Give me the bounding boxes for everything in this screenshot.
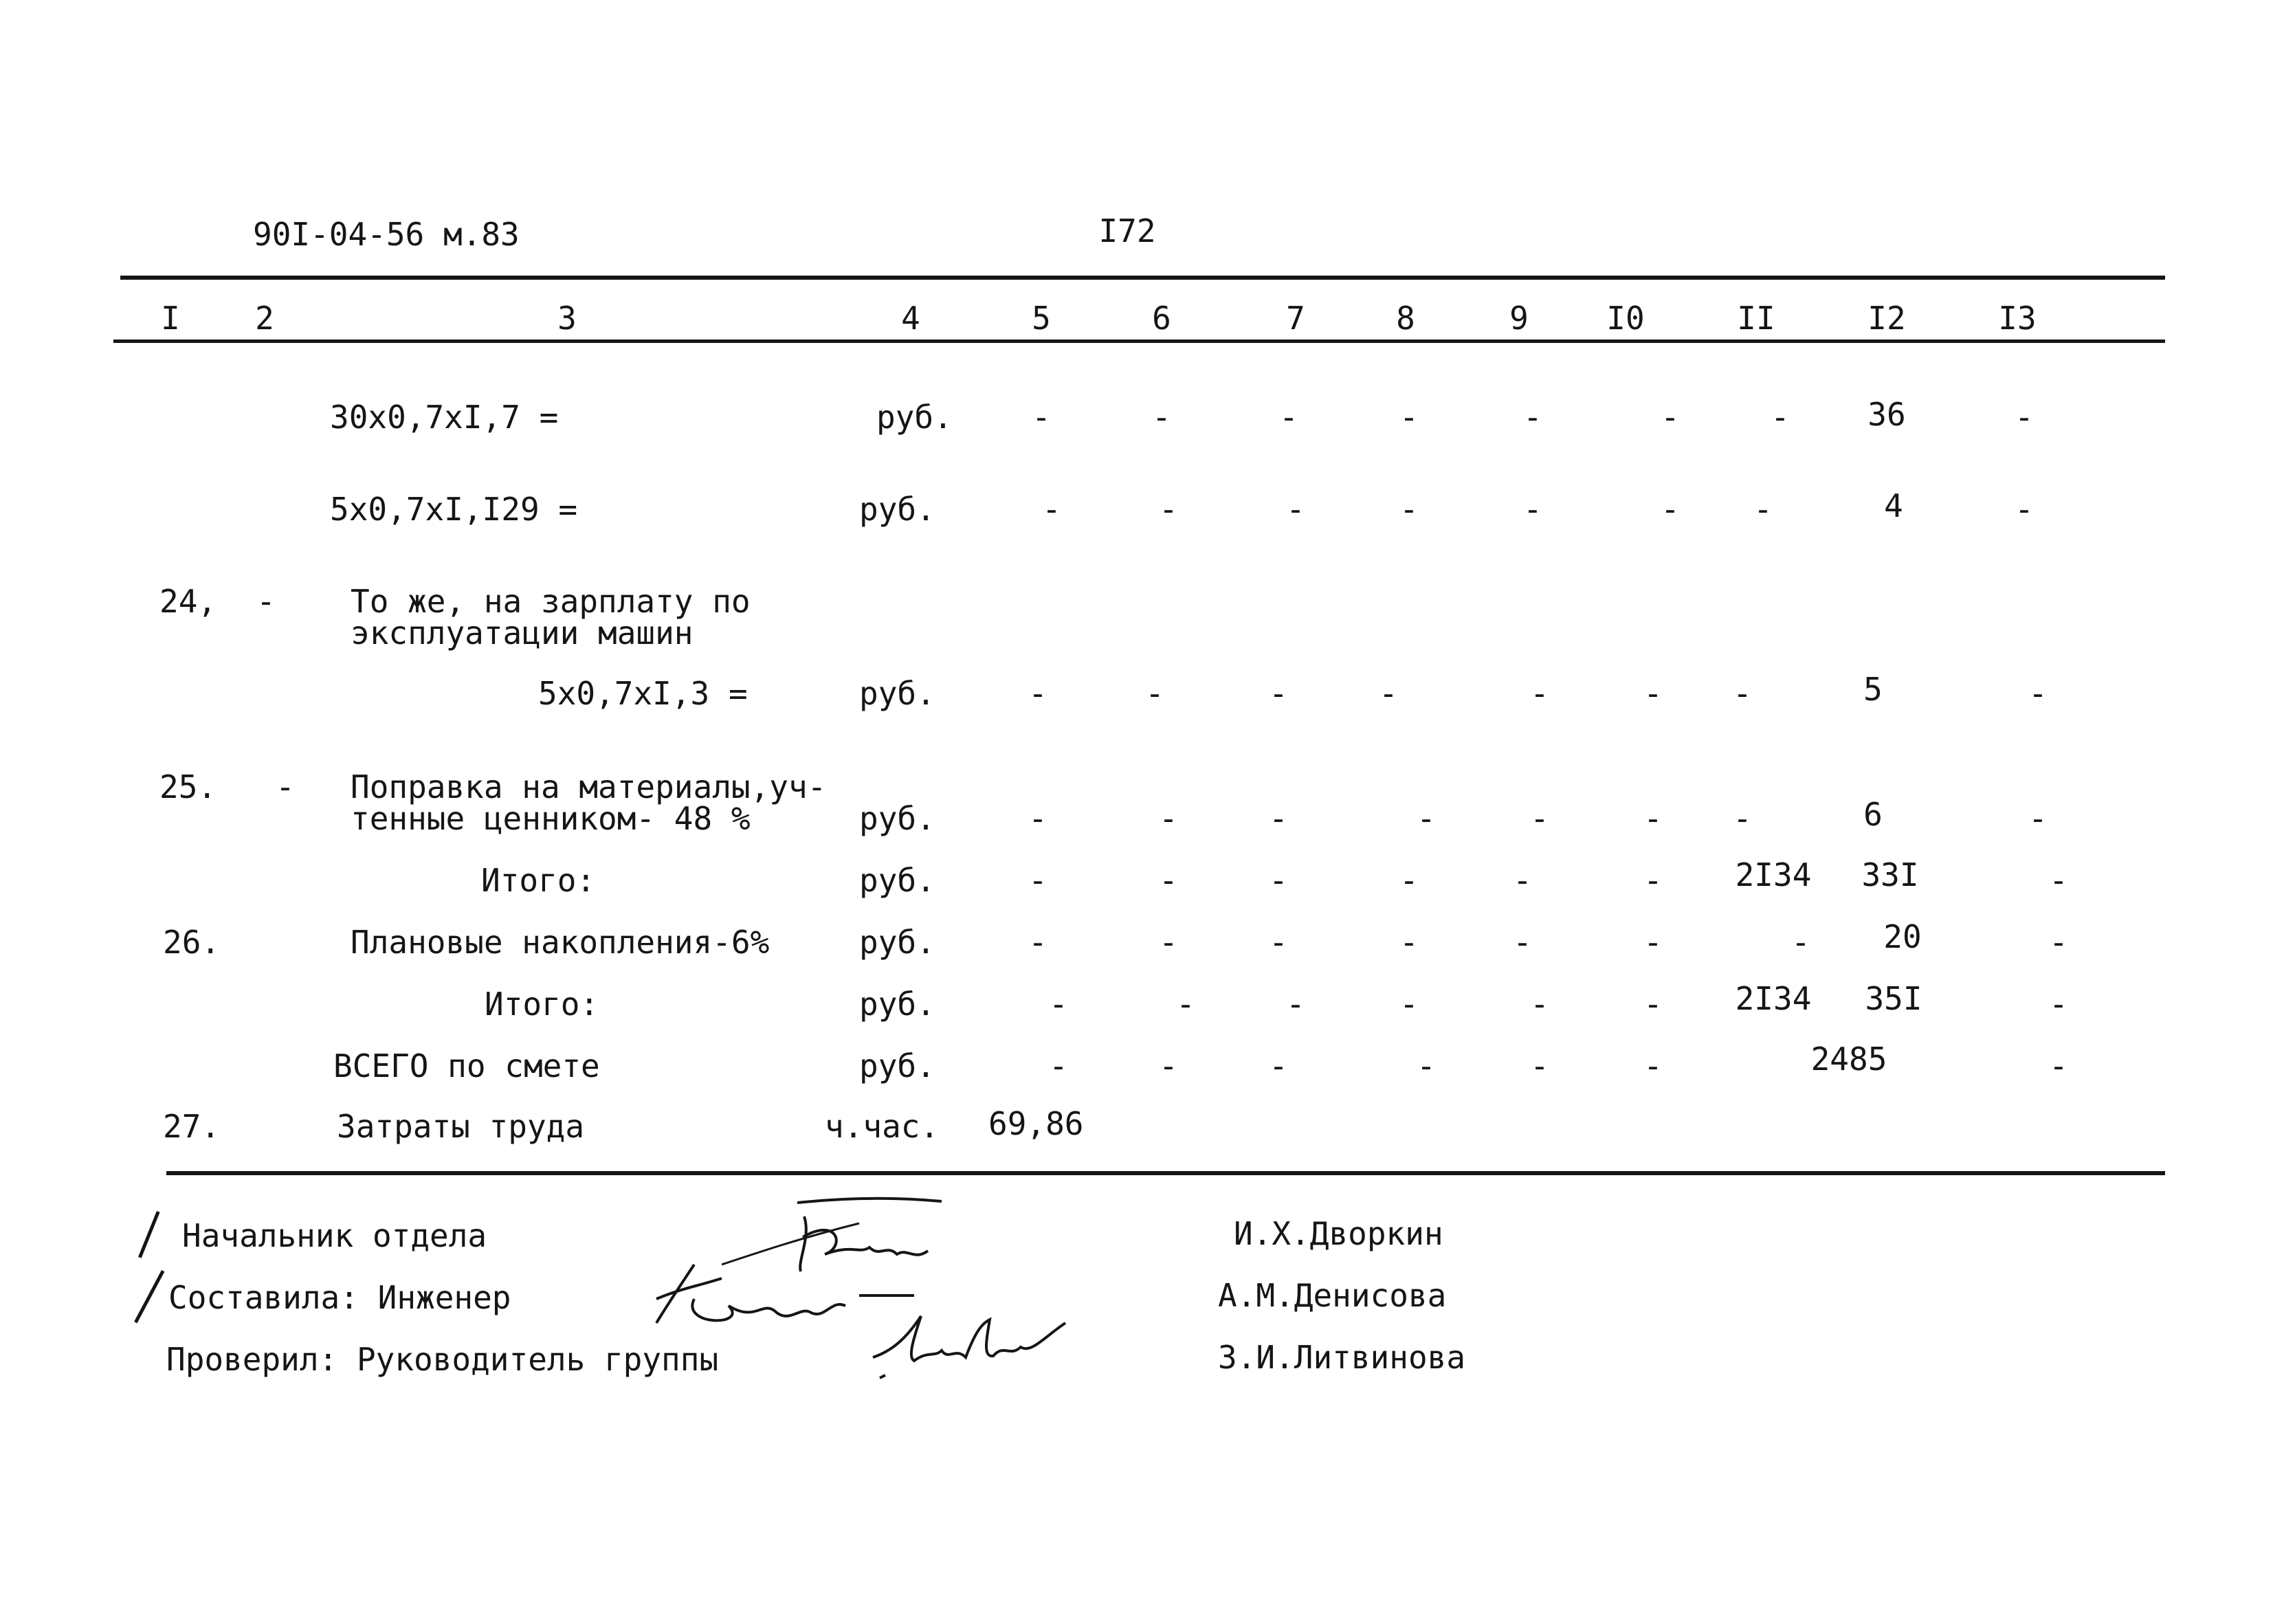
table-cell: - [1032,399,1051,436]
table-cell: - [1791,924,1810,961]
table-cell: - [1286,491,1305,528]
top-rule [120,276,2165,280]
row-text-line2: эксплуатации машин [351,614,694,652]
table-cell: - [1530,986,1549,1023]
table-cell: 35I [1865,980,1922,1017]
column-header: I0 [1606,300,1645,337]
margin-slash-mark [134,1270,164,1323]
row-col2: - [256,583,276,620]
table-cell: - [1269,924,1288,961]
table-cell: - [2049,924,2068,961]
row-number: 24, [159,583,217,620]
table-cell: - [1513,924,1532,961]
table-cell: - [1028,800,1047,837]
page-number: I72 [1098,212,1156,249]
table-cell: - [1523,399,1542,436]
row-formula: 5x0,7xI,I29 = [330,491,578,528]
table-cell: - [1530,675,1549,712]
row-unit: руб. [859,924,935,961]
table-cell: - [1399,399,1419,436]
table-cell: - [1279,399,1298,436]
row-unit: руб. [859,675,935,712]
column-header: I3 [1998,300,2037,337]
table-cell: - [1523,491,1542,528]
table-cell: - [1159,924,1178,961]
table-cell: 6 [1863,796,1883,833]
table-cell: - [1399,862,1419,899]
table-cell: - [2049,986,2068,1023]
table-cell: - [1286,986,1305,1023]
table-cell: - [1159,1047,1178,1084]
column-header: 2 [255,300,274,337]
table-cell: - [1513,862,1532,899]
header-rule [113,340,2165,343]
table-cell: 2I34 [1735,856,1812,893]
column-header: 7 [1286,300,1305,337]
row-text: ВСЕГО по смете [333,1047,600,1084]
table-cell: - [1399,491,1419,528]
table-cell: - [1269,675,1288,712]
table-cell: - [1643,986,1663,1023]
table-cell: - [1643,924,1663,961]
handwritten-signature [866,1309,1079,1385]
row-text-line1: Поправка на материалы,уч- [351,768,827,805]
signature-role: Составила: Инженер [168,1279,511,1316]
table-cell: - [2015,399,2034,436]
column-header: II [1737,300,1775,337]
table-cell: - [1733,800,1752,837]
table-cell: - [1159,800,1178,837]
table-cell: 69,86 [988,1105,1084,1142]
document-code: 90I-04-56 м.83 [253,216,520,253]
table-cell: - [1042,491,1061,528]
margin-slash-mark [138,1211,160,1258]
column-header: 6 [1152,300,1171,337]
table-cell: - [1643,800,1663,837]
column-header: 3 [557,300,577,337]
table-cell: - [1159,491,1178,528]
row-unit: руб. [859,986,935,1023]
column-header: I2 [1867,300,1906,337]
row-formula: 30x0,7xI,7 = [330,399,559,436]
row-unit: руб. [859,491,935,528]
table-cell: - [1028,862,1047,899]
row-text: Затраты труда [337,1108,585,1145]
table-cell: 36 [1867,396,1906,433]
row-number: 26. [163,924,221,961]
table-cell: - [1643,1047,1663,1084]
table-cell: 5 [1863,671,1883,708]
row-unit: ч.час. [825,1108,940,1145]
row-text-line2: тенные ценником- 48 % [351,800,751,837]
table-cell: 2I34 [1735,980,1812,1017]
table-cell: - [1028,924,1047,961]
column-header: 8 [1396,300,1415,337]
table-cell: - [2028,675,2048,712]
row-text: Итого: [485,986,599,1023]
table-cell: - [1269,1047,1288,1084]
column-header: 9 [1509,300,1529,337]
table-cell: - [1049,1047,1068,1084]
table-cell: 33I [1861,856,1919,893]
table-cell: - [1530,1047,1549,1084]
table-cell: - [1269,862,1288,899]
row-text: Итого: [481,862,596,899]
table-cell: - [1379,675,1398,712]
table-cell: - [2028,800,2048,837]
row-unit: руб. [859,1047,935,1084]
row-number: 27. [163,1108,221,1145]
table-cell: - [1152,399,1171,436]
row-unit: руб. [876,399,953,436]
row-formula: 5x0,7xI,3 = [538,675,748,712]
table-cell: - [1417,800,1436,837]
table-cell: - [1417,1047,1436,1084]
table-cell: - [1399,986,1419,1023]
table-cell: 4 [1884,487,1903,524]
table-cell: - [1399,924,1419,961]
signature-role: Начальник отдела [182,1217,487,1254]
table-cell: 2485 [1810,1041,1887,1078]
table-cell: - [1269,800,1288,837]
table-cell: - [1753,491,1773,528]
signature-name: И.Х.Дворкин [1234,1215,1443,1252]
table-cell: 20 [1883,918,1922,955]
table-cell: - [1733,675,1752,712]
column-header: 5 [1032,300,1051,337]
signature-name: З.И.Литвинова [1218,1339,1466,1376]
table-cell: - [1771,399,1790,436]
table-cell: - [1643,675,1663,712]
table-cell: - [1176,986,1195,1023]
table-cell: - [1049,986,1068,1023]
row-col2: - [276,768,295,805]
table-cell: - [1145,675,1164,712]
column-header: 4 [901,300,920,337]
signature-role: Проверил: Руководитель группы [166,1341,719,1378]
bottom-rule [166,1171,2165,1175]
table-cell: - [1159,862,1178,899]
table-cell: - [1643,862,1663,899]
signature-name: А.М.Денисова [1218,1277,1447,1314]
row-text-line1: То же, на зарплату по [351,583,751,620]
table-cell: - [2015,491,2034,528]
table-cell: - [1028,675,1047,712]
row-unit: руб. [859,800,935,837]
table-cell: - [1530,800,1549,837]
column-header: I [161,300,180,337]
row-text: Плановые накопления-6% [351,924,770,961]
table-cell: - [1661,399,1680,436]
row-number: 25. [159,768,217,805]
row-unit: руб. [859,862,935,899]
table-cell: - [2049,862,2068,899]
table-cell: - [2049,1047,2068,1084]
table-cell: - [1661,491,1680,528]
